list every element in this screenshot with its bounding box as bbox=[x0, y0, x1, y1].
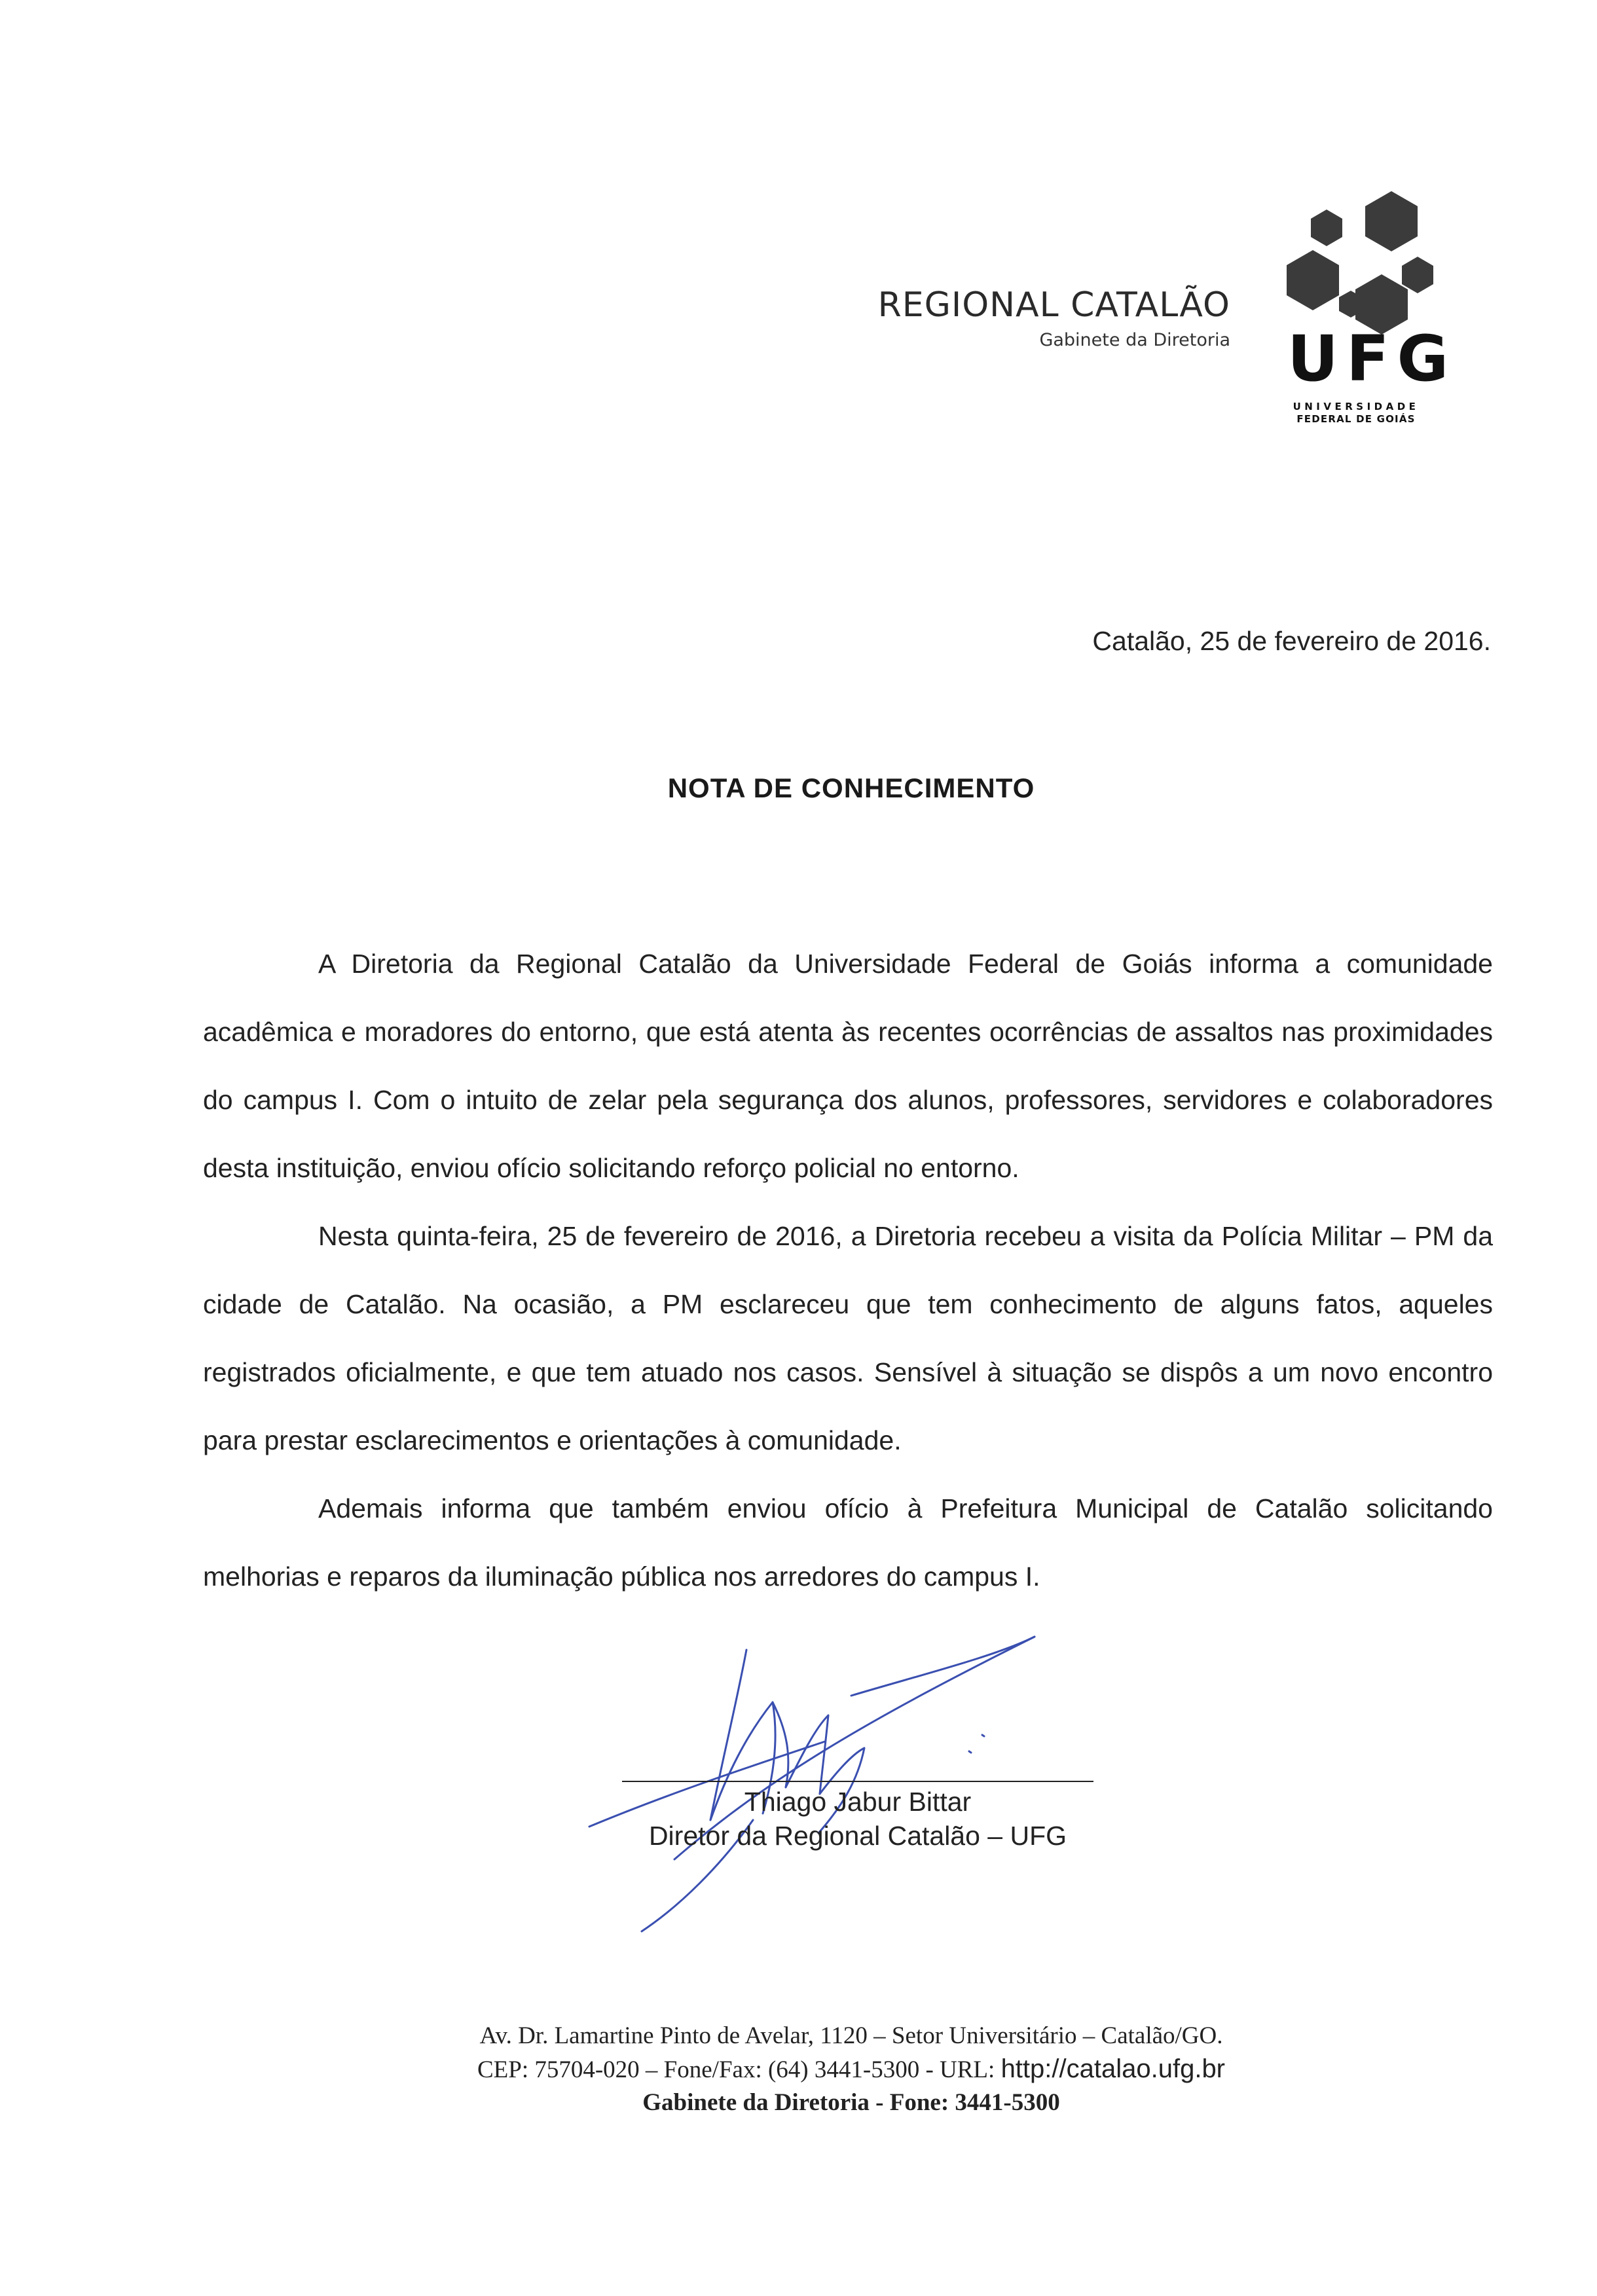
signer-name: Thiago Jabur Bittar bbox=[744, 1787, 972, 1817]
footer-address: Av. Dr. Lamartine Pinto de Avelar, 1120 – Setor Universitário – Catalão/GO. bbox=[479, 2022, 1223, 2049]
signer-role: Diretor da Regional Catalão – UFG bbox=[648, 1821, 1067, 1851]
body-paragraph-3: Ademais informa que também enviou ofício à Prefeitura Municipal de Catalão solicitando melhorias e reparos da iluminação pública nos arredores do campus I. bbox=[203, 1493, 1493, 1592]
regional-subtitle: Gabinete da Diretoria bbox=[1039, 330, 1230, 350]
logo-subtitle-line1: UNIVERSIDADE bbox=[1293, 401, 1420, 412]
document-body bbox=[203, 930, 1493, 1611]
ufg-logo-subtitle bbox=[1287, 401, 1425, 426]
document-title: NOTA DE CONHECIMENTO bbox=[667, 773, 1035, 803]
logo-subtitle-line2: FEDERAL DE GOIÁS bbox=[1296, 412, 1416, 425]
footer-contact-text: CEP: 75704-020 – Fone/Fax: (64) 3441-5300 - URL: bbox=[477, 2056, 1001, 2083]
footer-url-link[interactable]: http://catalao.ufg.br bbox=[1000, 2054, 1226, 2083]
body-paragraph-2: Nesta quinta-feira, 25 de fevereiro de 2016, a Diretoria recebeu a visita da Polícia Militar – PM da cidade de Catalão. Na ocasião, a PM esclareceu que tem conhecimento de alguns fatos, aqueles registrados oficialmente, e que tem atuado nos casos. Sensível à situação se dispôs a um novo encontro para prestar esclarecimentos e orientações à comunidade. bbox=[203, 1221, 1493, 1455]
signature-line bbox=[622, 1781, 1093, 1782]
signature-block bbox=[622, 1781, 1093, 1853]
ufg-logo-wordmark: UFG bbox=[1287, 322, 1457, 395]
body-paragraph-1: A Diretoria da Regional Catalão da Universidade Federal de Goiás informa a comunidade acadêmica e moradores do entorno, que está atenta às recentes ocorrências de assaltos nas proximidades do campus I. Com o intuito de zelar pela segurança dos alunos, professores, servidores e colaboradores desta instituição, enviou ofício solicitando reforço policial no entorno. bbox=[203, 949, 1493, 1183]
regional-title: REGIONAL CATALÃO bbox=[877, 285, 1230, 325]
footer-contact bbox=[0, 2052, 1597, 2086]
letterhead-text bbox=[877, 285, 1230, 350]
document-date: Catalão, 25 de fevereiro de 2016. bbox=[1092, 626, 1491, 656]
document-footer bbox=[0, 2020, 1597, 2119]
footer-office-line: Gabinete da Diretoria - Fone: 3441-5300 bbox=[642, 2089, 1060, 2116]
